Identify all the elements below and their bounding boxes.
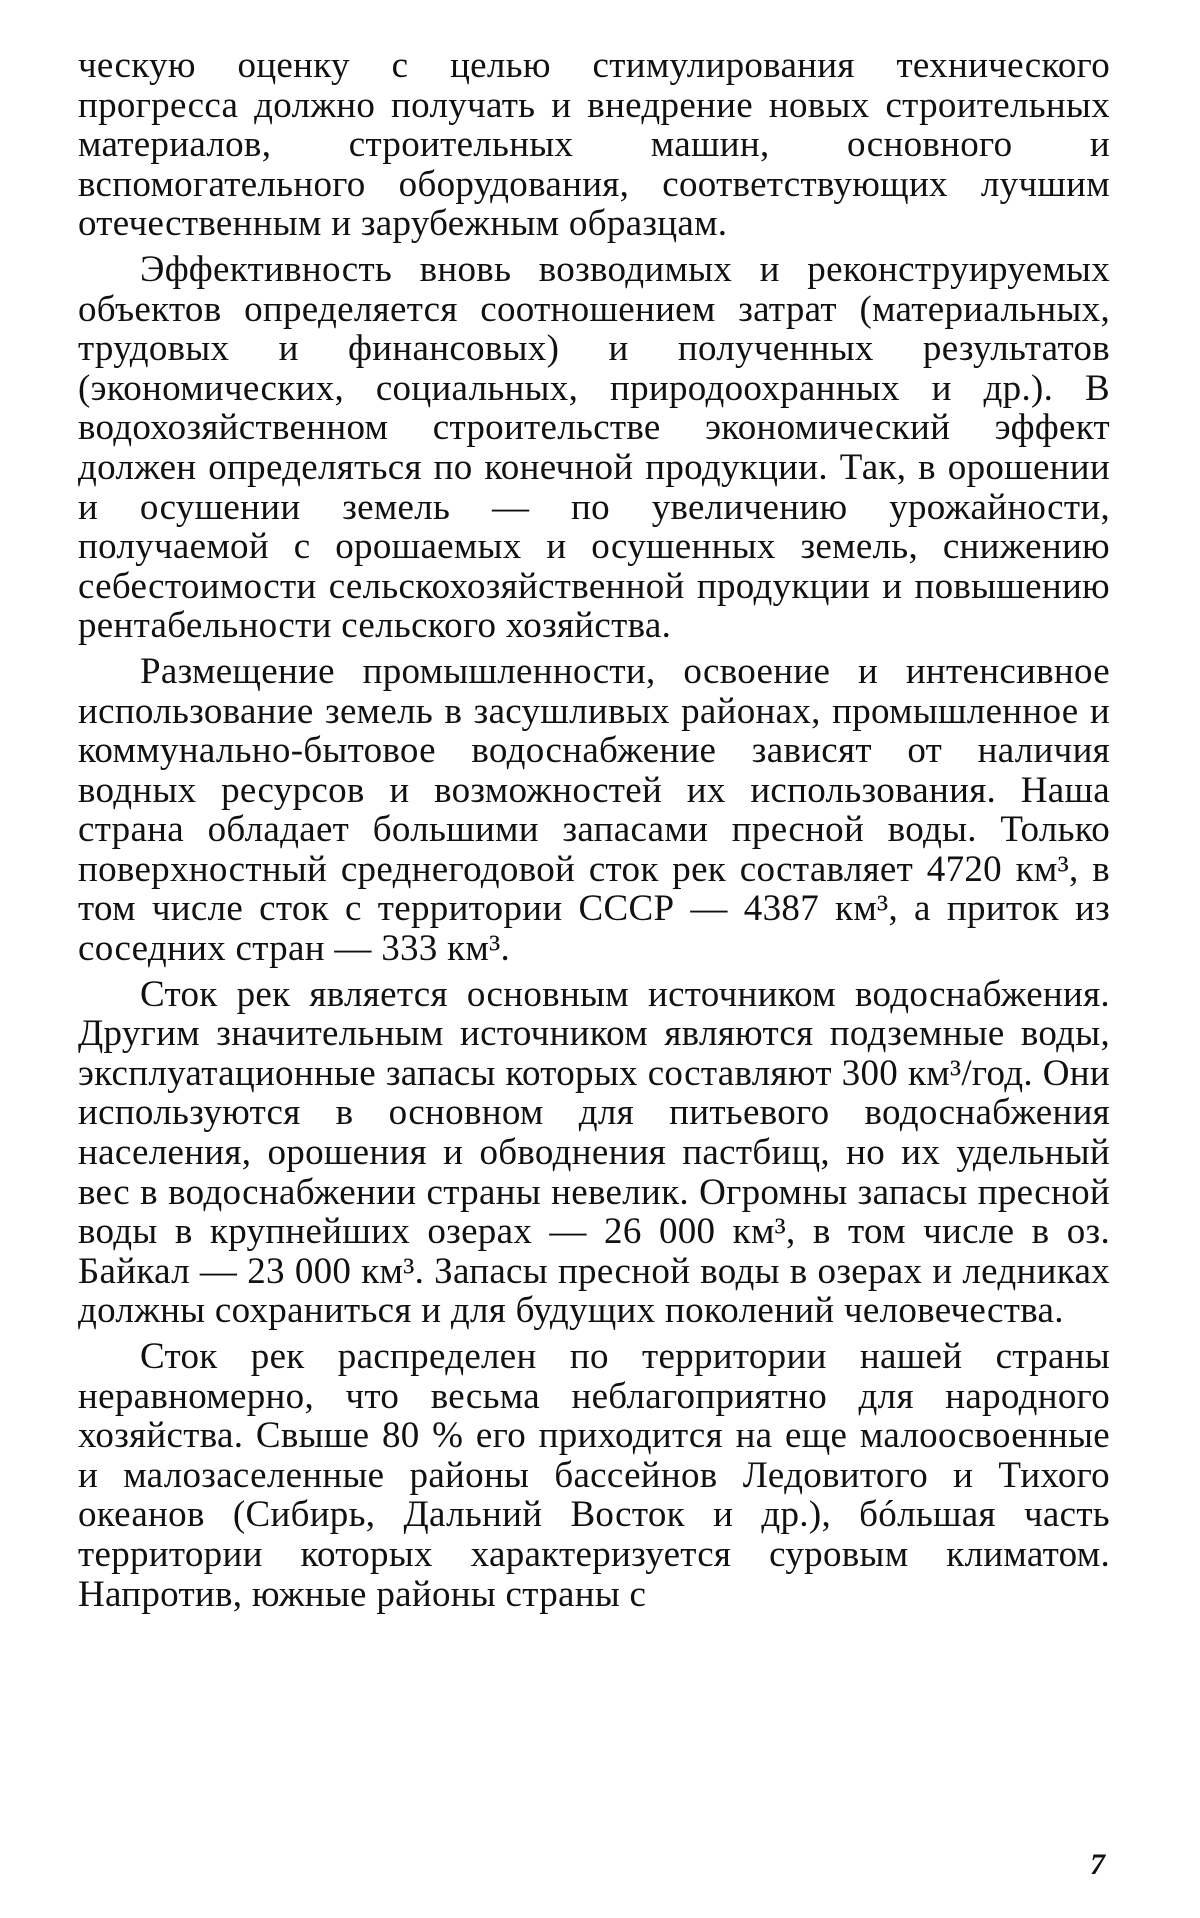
- paragraph-5: Сток рек распределен по территории нашей страны неравномерно, что весьма неблагоприятно для народного хозяйства. Свыше 80 % его приходится на еще малоосвоенные и малозаселенные районы бассейнов Ледовитого и Тихого океанов (Сибирь, Дальний Восток и др.), бóльшая часть территории которых характеризуется суровым климатом. Напротив, южные районы страны с: [78, 1336, 1110, 1615]
- page-number: 7: [1090, 1848, 1105, 1881]
- paragraph-3: Размещение промышленности, освоение и интенсивное использование земель в засушливых районах, промышленное и коммунально-бытовое водоснабжение зависят от наличия водных ресурсов и возможностей их использования. Наша страна обладает большими запасами пресной воды. Только поверхностный среднегодовой сток рек составляет 4720 км³, в том числе сток с территории СССР — 4387 км³, а приток из соседних стран — 333 км³.: [78, 650, 1110, 970]
- paragraph-4: Сток рек является основным источником водоснабжения. Другим значительным источником являются подземные воды, эксплуатационные запасы которых составляют 300 км³/год. Они используются в основном для питьевого водоснабжения населения, орошения и обводнения пастбищ, но их удельный вес в водоснабжении страны невелик. Огромны запасы пресной воды в крупнейших озерах — 26 000 км³, в том числе в оз. Байкал — 23 000 км³. Запасы пресной воды в озерах и ледниках должны сохраниться и для будущих поколений человечества.: [78, 973, 1110, 1332]
- paragraph-1: ческую оценку с целью стимулирования технического прогресса должно получать и внедрение новых строительных материалов, строительных машин, основного и вспомогательного оборудования, соответствующих лучшим отечественным и зарубежным образцам.: [78, 45, 1110, 245]
- page-text: [78, 46, 1110, 1620]
- paragraph-2: Эффективность вновь возводимых и реконструируемых объектов определяется соотношением затрат (материальных, трудовых и финансовых) и полученных результатов (экономических, социальных, природоохранных и др.). В водохозяйственном строительстве экономический эффект должен определяться по конечной продукции. Так, в орошении и осушении земель — по увеличению урожайности, получаемой с орошаемых и осушенных земель, снижению себестоимости сельскохозяйственной продукции и повышению рентабельности сельского хозяйства.: [78, 248, 1110, 647]
